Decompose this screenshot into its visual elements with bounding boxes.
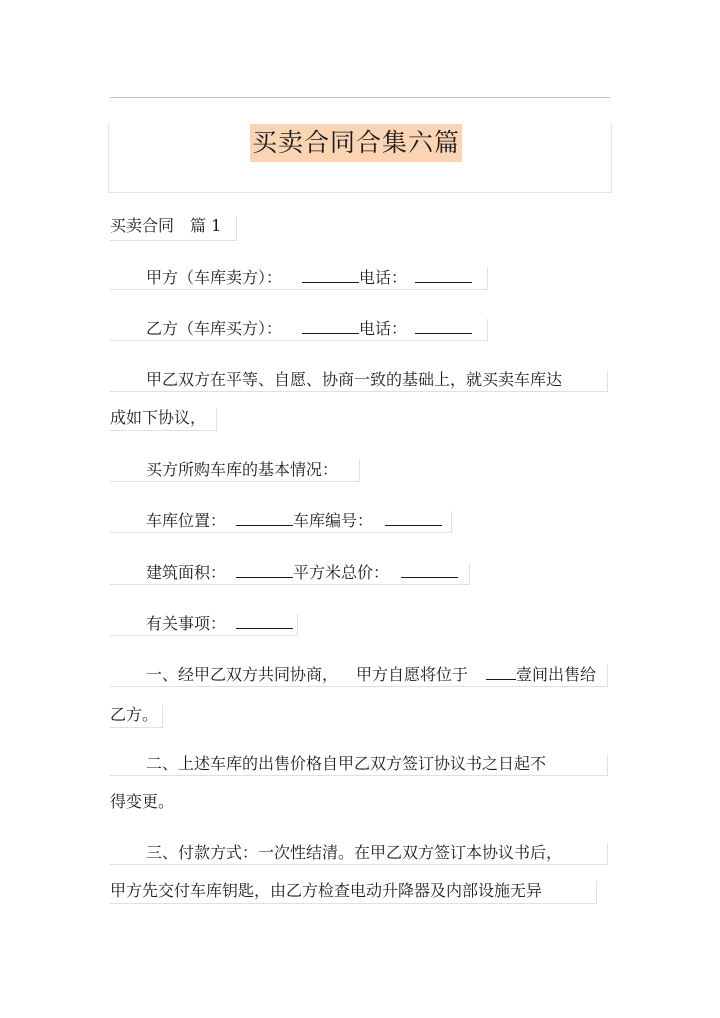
area-line (110, 563, 470, 585)
party-b-name-blank (302, 333, 359, 334)
matters-blank (236, 628, 293, 629)
location-address-blank (486, 679, 516, 680)
matters-line (110, 614, 298, 636)
party-b-phone-blank (415, 333, 472, 334)
party-b-phone-label: 电话： (359, 319, 408, 338)
clause-1-end: 乙方。 (110, 705, 163, 728)
clause-1-part-a: 一、经甲乙双方共同协商， (146, 665, 339, 684)
intro-line-2: 成如下协议， (110, 408, 217, 431)
clause-3-line-2: 甲方先交付车库钥匙，由乙方检查电动升降器及内部设施无异 (110, 881, 597, 904)
party-a-line (110, 268, 488, 290)
party-a-phone-blank (415, 282, 472, 283)
location-label: 车库位置： (146, 511, 227, 530)
location-blank (236, 525, 293, 526)
clause-3-line-1: 三、付款方式：一次性结清。在甲乙双方签订本协议书后， (110, 843, 608, 865)
area-blank (236, 577, 293, 578)
section-heading: 买卖合同 篇 1 (110, 216, 237, 241)
party-a-name-blank (302, 282, 359, 283)
basic-info-heading: 买方所购车库的基本情况： (110, 460, 360, 482)
location-line (110, 511, 452, 533)
garage-number-label: 车库编号： (293, 511, 374, 530)
clause-1-part-b: 甲方自愿将位于 (356, 665, 469, 684)
area-label: 建筑面积： (146, 563, 227, 582)
clause-1-line (110, 665, 608, 687)
matters-label: 有关事项： (146, 614, 227, 633)
party-b-line (110, 319, 488, 341)
document-title: 买卖合同合集六篇 (250, 124, 462, 162)
clause-1-part-c: 壹间出售给 (516, 665, 597, 684)
area-unit-label: 平方米总价： (293, 563, 390, 582)
clause-2-line-2: 得变更。 (110, 792, 175, 811)
intro-line-1: 甲乙双方在平等、自愿、协商一致的基础上，就买卖车库达 (110, 370, 608, 392)
garage-number-blank (385, 525, 442, 526)
party-a-label: 甲方（车库卖方）： (146, 268, 283, 287)
party-a-phone-label: 电话： (359, 268, 408, 287)
top-divider (110, 97, 610, 98)
total-price-blank (401, 577, 458, 578)
clause-2-line-1: 二、上述车库的出售价格自甲乙双方签订协议书之日起不 (110, 754, 608, 776)
party-b-label: 乙方（车库买方）： (146, 319, 283, 338)
